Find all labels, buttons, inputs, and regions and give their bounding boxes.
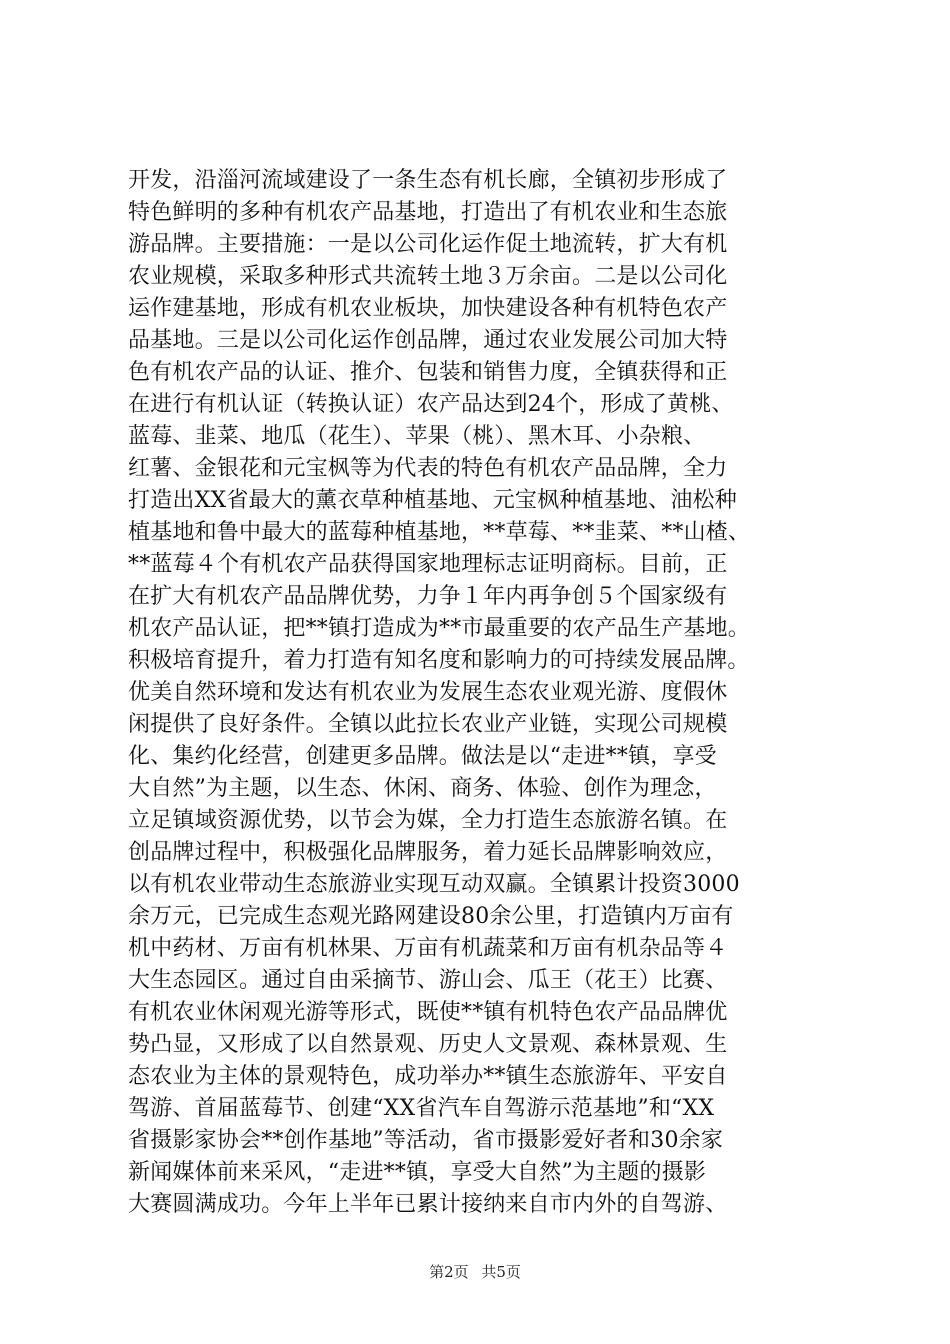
text-line: 色有机农产品的认证、推介、包装和销售力度，全镇获得和正 <box>128 360 728 385</box>
text-line: 游品牌。主要措施：一是以公司化运作促土地流转，扩大有机 <box>128 232 728 257</box>
text-line: 农业规模，采取多种形式共流转土地３万余亩。二是以公司化 <box>128 264 728 289</box>
text-line: 特色鲜明的多种有机农产品基地，打造出了有机农业和生态旅 <box>128 200 728 225</box>
text-line: 立足镇域资源优势，以节会为媒，全力打造生态旅游名镇。在 <box>128 808 728 833</box>
text-line: 闲提供了良好条件。全镇以此拉长农业产业链，实现公司规模 <box>128 712 728 737</box>
page-total: 共5页 <box>481 1263 521 1281</box>
text-line: 有机农业休闲观光游等形式，既使**镇有机特色农产品品牌优 <box>128 1000 728 1025</box>
page-number: 第2页 <box>429 1263 469 1281</box>
text-line: 以有机农业带动生态旅游业实现互动双赢。全镇累计投资3000 <box>128 872 740 897</box>
text-line: 蓝莓、韭菜、地瓜（花生）、苹果（桃）、黑木耳、小杂粮、 <box>128 424 706 449</box>
text-line: 省摄影家协会**创作基地”等活动，省市摄影爱好者和30余家 <box>128 1128 724 1153</box>
text-line: 机农产品认证，把**镇打造成为**市最重要的农产品生产基地。 <box>128 616 751 641</box>
text-line: 新闻媒体前来采风，“走进**镇，享受大自然”为主题的摄影 <box>128 1160 707 1185</box>
text-line: 大生态园区。通过自由采摘节、游山会、瓜王（花王）比赛、 <box>128 968 728 993</box>
document-body <box>128 165 828 1221</box>
page-footer <box>0 1262 950 1282</box>
text-line: 大赛圆满成功。今年上半年已累计接纳来自市内外的自驾游、 <box>128 1192 728 1217</box>
text-line: 机中药材、万亩有机林果、万亩有机蔬菜和万亩有机杂品等４ <box>128 936 728 961</box>
text-line: 驾游、首届蓝莓节、创建“XX省汽车自驾游示范基地”和“XX <box>128 1096 715 1121</box>
text-line: 势凸显，又形成了以自然景观、历史人文景观、森林景观、生 <box>128 1032 728 1057</box>
text-line: 余万元，已完成生态观光路网建设80余公里，打造镇内万亩有 <box>128 904 734 929</box>
text-line: 积极培育提升，着力打造有知名度和影响力的可持续发展品牌。 <box>128 648 750 673</box>
text-line: 在进行有机认证（转换认证）农产品达到24个，形成了黄桃、 <box>128 392 734 417</box>
text-line: 化、集约化经营，创建更多品牌。做法是以“走进**镇，享受 <box>128 744 717 769</box>
text-line: 在扩大有机农产品品牌优势，力争１年内再争创５个国家级有 <box>128 584 728 609</box>
text-line: 大自然”为主题，以生态、休闲、商务、体验、创作为理念， <box>128 776 717 801</box>
text-line: 运作建基地，形成有机农业板块，加快建设各种有机特色农产 <box>128 296 728 321</box>
text-line: 品基地。三是以公司化运作创品牌，通过农业发展公司加大特 <box>128 328 728 353</box>
text-line: 优美自然环境和发达有机农业为发展生态农业观光游、度假休 <box>128 680 728 705</box>
text-line: 开发，沿淄河流域建设了一条生态有机长廊，全镇初步形成了 <box>128 168 728 193</box>
text-line: **蓝莓４个有机农产品获得国家地理标志证明商标。目前，正 <box>128 552 728 577</box>
text-line: 创品牌过程中，积极强化品牌服务，着力延长品牌影响效应， <box>128 840 728 865</box>
text-line: 打造出XX省最大的薰衣草种植基地、元宝枫种植基地、油松种 <box>128 488 737 513</box>
text-line: 红薯、金银花和元宝枫等为代表的特色有机农产品品牌，全力 <box>128 456 728 481</box>
text-line: 态农业为主体的景观特色，成功举办**镇生态旅游年、平安自 <box>128 1064 728 1089</box>
text-line: 植基地和鲁中最大的蓝莓种植基地，**草莓、**韭菜、**山楂、 <box>128 520 751 545</box>
